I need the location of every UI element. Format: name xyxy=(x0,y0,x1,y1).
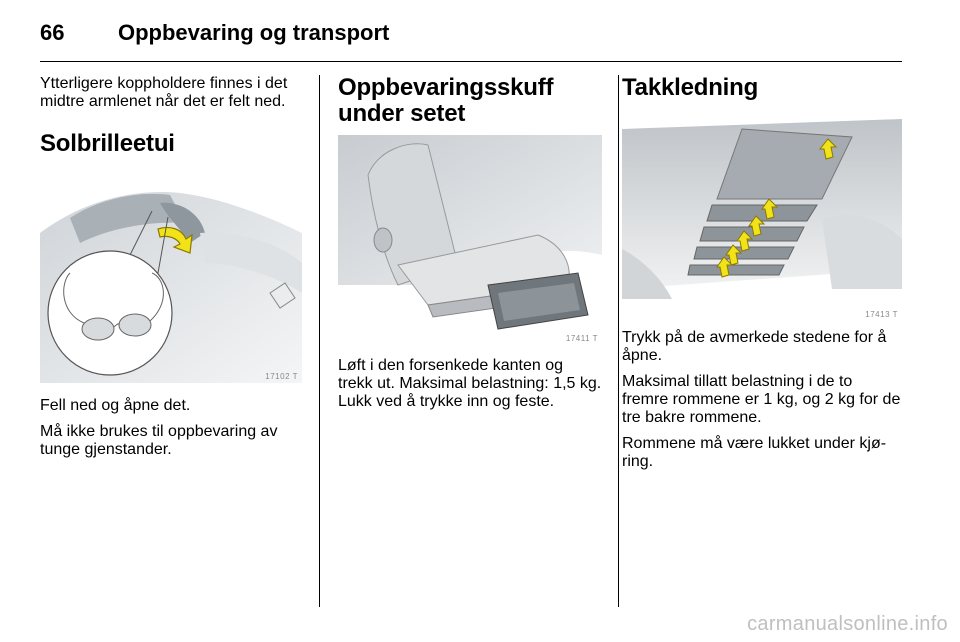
column-headliner xyxy=(622,75,902,471)
figure-code: 17102 T xyxy=(265,372,298,381)
header-rule xyxy=(40,61,902,62)
instruction-paragraph: Trykk på de avmerkede stedene for å åpne. xyxy=(622,329,887,364)
watermark: carmanualsonline.info xyxy=(747,613,948,635)
column-sunglasses xyxy=(40,75,302,459)
closed-paragraph: Rommene må være lukket under kjø-ring. xyxy=(622,435,887,470)
sunglasses-case-drawing xyxy=(40,173,302,383)
figure-code: 17411 T xyxy=(565,334,598,343)
section-heading-sunglasses: Solbrilleetui xyxy=(40,130,175,157)
section-heading-drawer: Oppbevaringsskuff under setet xyxy=(338,74,554,127)
headliner-illustration xyxy=(622,109,902,321)
headliner-drawing xyxy=(622,109,902,321)
warning-paragraph: Må ikke brukes til oppbevaring av tunge gjenstander. xyxy=(40,423,278,458)
figure-code: 17413 T xyxy=(865,310,898,319)
instruction-paragraph: Løft i den forsenkede kanten og trekk ut. Maksimal belastning: 1,5 kg. Lukk ved å trykke inn og feste. xyxy=(338,357,602,410)
section-heading-headliner: Takkledning xyxy=(622,74,759,101)
column-divider xyxy=(319,75,320,607)
sunglasses-case-illustration xyxy=(40,173,302,383)
column-divider xyxy=(618,75,619,607)
load-paragraph: Maksimal tillatt belastning i de to fremre rommene er 1 kg, og 2 kg for de tre bakre rommene. xyxy=(622,373,901,426)
intro-paragraph: Ytterligere koppholdere finnes i det midtre armlenet når det er felt ned. xyxy=(40,75,288,110)
instruction-paragraph: Fell ned og åpne det. xyxy=(40,397,191,414)
column-drawer xyxy=(338,75,602,411)
page-number: 66 xyxy=(40,20,65,45)
page-header xyxy=(40,16,902,48)
seat-drawer-drawing xyxy=(338,135,602,345)
seat-drawer-illustration xyxy=(338,135,602,345)
page-title: Oppbevaring og transport xyxy=(118,20,390,45)
